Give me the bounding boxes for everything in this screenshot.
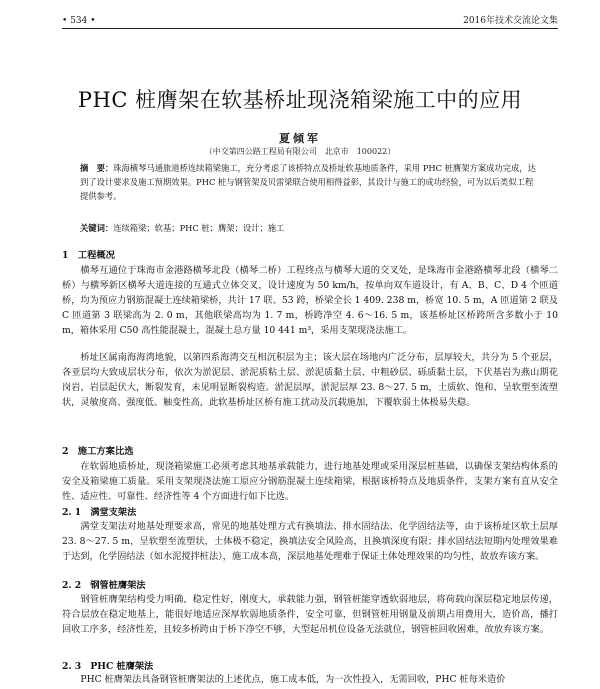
author-name: 夏倾军	[279, 132, 321, 145]
section2-paragraph-1: 在软弱地质桥址，现浇箱梁施工必须考虑其地基承载能力，进行地基处理或采用深层桩基础，以确保支架结构体系的安全及箱梁施工质量。采用支架现浇法施工原应分钢筋混凝土连续箱梁，根据该桥特点及地质条件，支架方案有直从安全性、适应性、可靠性、经济性等 4 个方面进行如下比选。	[62, 461, 558, 502]
section1-paragraph-1: 横琴互通位于珠海市金港路横琴北段（横琴二桥）工程终点与横琴大道的交叉处，是珠海市金港路横琴北段（横琴二桥）与横琴新区横琴大道连接的互通式立体交叉，设计速度为 50 km/h，按单向双车道设计，有 A、B、C、D 4 个匝道桥，均为预应力钢筋混凝土连续箱梁桥，共计 17 联、53 跨，桥梁全长 1 409. 238 m，桥宽 10. 5 m，A 匝道第 2 联及 C 匝道第 3 联梁高为 2. 0 m，其他联梁高均为 1. 7 m，桥跨净空 4. 6～16. 5 m，该基桥址区桥跨所含多数小于 10 m，箱体采用 C50 高性能混凝土，混凝土总方量 10 441 m³，采用支架现浇法施工。	[62, 265, 558, 336]
header-divider	[62, 28, 558, 29]
journal-title: 2016年技术交流论文集	[463, 16, 558, 26]
section-heading-1: 1 工程概况	[62, 250, 115, 261]
keywords	[80, 222, 538, 234]
subsection-heading-2-2: 2. 2 钢管桩膺架法	[62, 580, 146, 591]
page-header	[62, 10, 558, 26]
abstract	[80, 161, 538, 203]
section1-paragraph-2: 桥址区属南海海湾地貌，以第四系海湾交互相沉积层为主；该大层在场地内广泛分布，层厚较大，共分为 5 个亚层，各亚层均大致成层状分布，依次为淤泥层、淤泥质粘土层、淤泥质黏土层、中粗砂层、砾质黏土层，下伏基岩为燕山期花岗岩，岩层起伏大，断裂发育，未见明显断裂构造。淤泥层厚，淤泥层厚 23. 8～27. 5 m，土质软、饱和、呈软塑至流塑状，灵敏度高、强度低、触变性高，此软基桥址区桥有施工扰动及沉载施加，下覆软弱土体极易失稳。	[62, 352, 558, 408]
section-heading-2: 2 施工方案比选	[62, 446, 134, 457]
subsection-heading-2-1: 2. 1 满堂支架法	[62, 507, 137, 518]
subsection-2-3-text: PHC 桩膺架法具备钢管桩膺架法的上述优点，施工成本低，为一次性投入，无需回收，PHC 桩每米造价	[80, 674, 506, 685]
subsection-2-2-text: 钢管桩膺架结构受力明确，稳定性好，刚度大，承载能力强，钢管桩能穿透软弱地层，将荷载向深层稳定地层传递，符合层放在稳定地基上，能很好地适应深厚软弱地质条件，安全可靠，但钢管桩用钢量及前期占用费用大，造价高，播打回收工序多，经济性差，且较多桥跨由于桥下净空不够，大型起吊机位设备无法就位，钢管桩回收困难，故放弃该方案。	[62, 594, 558, 635]
abstract-text: 珠海横琴马通旅道桥连续箱梁施工，充分考虑了该桥特点及桥址软基地质条件，采用 PHC 桩膺架方案成功完成，达到了设计要求及施工预期效果。PHC 桩与钢管架及贝雷梁联合使用相得益彰，其设计与施工的成功经验，可为以后类似工程提供参考。	[80, 163, 536, 201]
subsection-heading-2-3: 2. 3 PHC 桩膺架法	[62, 661, 154, 672]
article-title: PHC 桩膺架在软基桥址现浇箱梁施工中的应用	[77, 88, 523, 112]
author-affiliation: （中交第四公路工程局有限公司 北京市 100022）	[204, 147, 396, 156]
subsection-2-1-text: 满堂支架法对地基处理要求高，常见的地基处理方式有换填法、排水固结法、化学固结法等，由于该桥址区软土层厚 23. 8～27. 5 m，呈软塑至流塑状，土体极不稳定，换填法安全风险高，且换填深度有限；排水固结法短期内处理效果难于达到，化学固结法（如水泥搅拌桩法），施工成本高，深层地基处理难于保证土体处理效果的均匀性，故放弃该方案。	[62, 521, 558, 562]
page-number: • 534 •	[62, 16, 96, 26]
keywords-text: 连续箱梁；软基；PHC 桩；膺架；设计；施工	[113, 223, 285, 233]
keywords-label: 关键词：	[80, 223, 114, 233]
abstract-label: 摘 要：	[80, 163, 114, 173]
